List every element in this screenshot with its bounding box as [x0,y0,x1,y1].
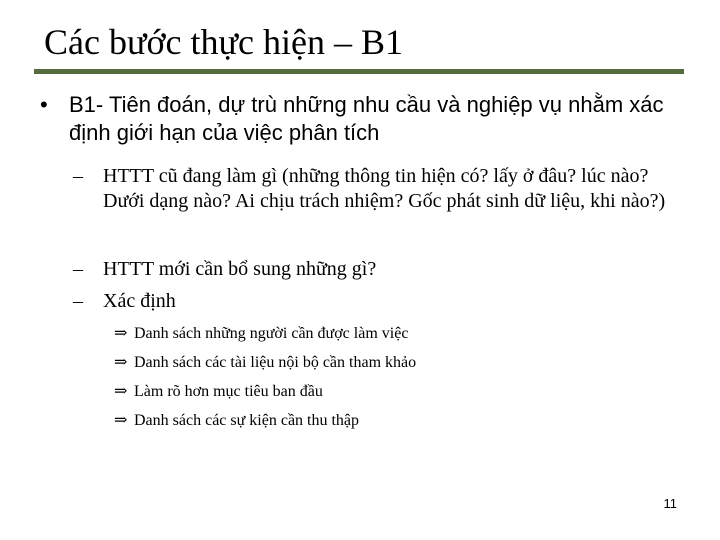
sub-bullet-determine [73,289,693,314]
sub-bullet-text: Xác định [103,290,176,312]
bullet-main-marker: • [40,92,48,117]
detail-item-text: Làm rõ hơn mục tiêu ban đầu [134,383,323,400]
implies-arrow-icon: ⇒ [114,354,128,371]
bullet-main [40,91,680,147]
detail-item-events [114,411,674,431]
implies-arrow-icon: ⇒ [114,325,128,342]
detail-item-text: Danh sách những người cần được làm việc [134,325,409,342]
sub-bullet-text: HTTT mới cần bổ sung những gì? [103,258,377,280]
title-underline [34,69,684,74]
slide-title: Các bước thực hiện – B1 [44,22,403,62]
sub-bullet-marker: – [73,165,83,187]
detail-item-text: Danh sách các sự kiện cần thu thập [134,412,360,429]
sub-bullet-current-system [73,164,693,214]
detail-item-documents [114,353,674,373]
detail-item-people [114,324,674,344]
sub-bullet-marker: – [73,258,83,280]
detail-item-goals [114,382,674,402]
sub-bullet-new-system [73,257,693,282]
bullet-main-text: B1- Tiên đoán, dự trù những nhu cầu và nghiệp vụ nhằm xác định giới hạn của việc phân tích [69,92,664,145]
implies-arrow-icon: ⇒ [114,412,128,429]
detail-item-text: Danh sách các tài liệu nội bộ cần tham khảo [134,354,417,371]
page-number: 11 [663,496,677,511]
implies-arrow-icon: ⇒ [114,383,128,400]
sub-bullet-marker: – [73,290,83,312]
sub-bullet-text: HTTT cũ đang làm gì (những thông tin hiện có? lấy ở đâu? lúc nào? Dưới dạng nào? Ai chịu trách nhiệm? Gốc phát sinh dữ liệu, khi nào?) [103,165,666,212]
